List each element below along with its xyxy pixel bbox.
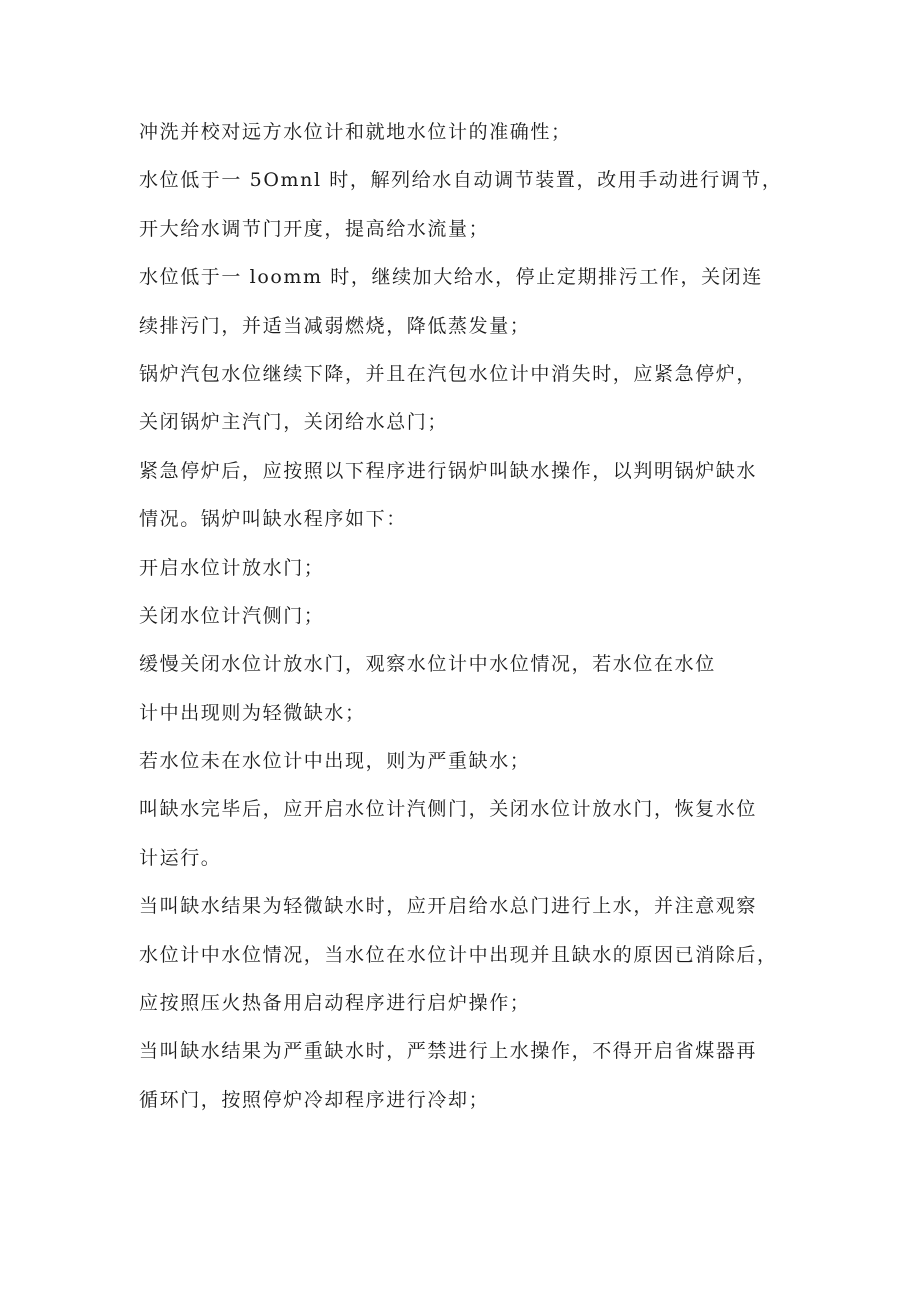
document-body bbox=[139, 113, 819, 1129]
text-line: 水位计中水位情况，当水位在水位计中出现并且缺水的原因已消除后， bbox=[139, 943, 778, 966]
text-line: 缓慢关闭水位计放水门，观察水位计中水位情况，若水位在水位 bbox=[139, 653, 716, 676]
text-line: 水位低于一 loomm 时，继续加大给水，停止定期排污工作，关闭连 bbox=[139, 266, 763, 289]
text-line: 关闭锅炉主汽门，关闭给水总门； bbox=[139, 411, 449, 434]
text-line: 开启水位计放水门； bbox=[139, 556, 325, 579]
text-line: 紧急停炉后，应按照以下程序进行锅炉叫缺水操作，以判明锅炉缺水 bbox=[139, 459, 758, 482]
text-line: 开大给水调节门开度，提高给水流量； bbox=[139, 217, 490, 240]
text-line: 当叫缺水结果为轻微缺水时，应开启给水总门进行上水，并注意观察 bbox=[139, 895, 758, 918]
text-line: 续排污门，并适当减弱燃烧，降低蒸发量； bbox=[139, 314, 531, 337]
text-line: 计运行。 bbox=[139, 846, 222, 869]
text-line: 关闭水位计汽侧门； bbox=[139, 604, 325, 627]
text-line: 锅炉汽包水位继续下降，并且在汽包水位计中消失时，应紧急停炉， bbox=[139, 362, 758, 385]
text-line: 冲洗并校对远方水位计和就地水位计的准确性； bbox=[139, 121, 572, 143]
text-line: 若水位未在水位计中出现，则为严重缺水； bbox=[139, 750, 531, 773]
text-line: 水位低于一 5Omnl 时，解列给水自动调节装置，改用手动进行调节， bbox=[139, 169, 783, 192]
text-line: 应按照压火热备用启动程序进行启炉操作； bbox=[139, 992, 531, 1015]
text-line: 计中出现则为轻微缺水； bbox=[139, 701, 366, 724]
text-line: 当叫缺水结果为严重缺水时，严禁进行上水操作，不得开启省煤器再 bbox=[139, 1040, 758, 1063]
text-line: 情况。锅炉叫缺水程序如下： bbox=[139, 508, 407, 531]
text-line: 叫缺水完毕后，应开启水位计汽侧门，关闭水位计放水门，恢复水位 bbox=[139, 798, 758, 821]
text-line: 循环门，按照停炉冷却程序进行冷却； bbox=[139, 1088, 490, 1111]
